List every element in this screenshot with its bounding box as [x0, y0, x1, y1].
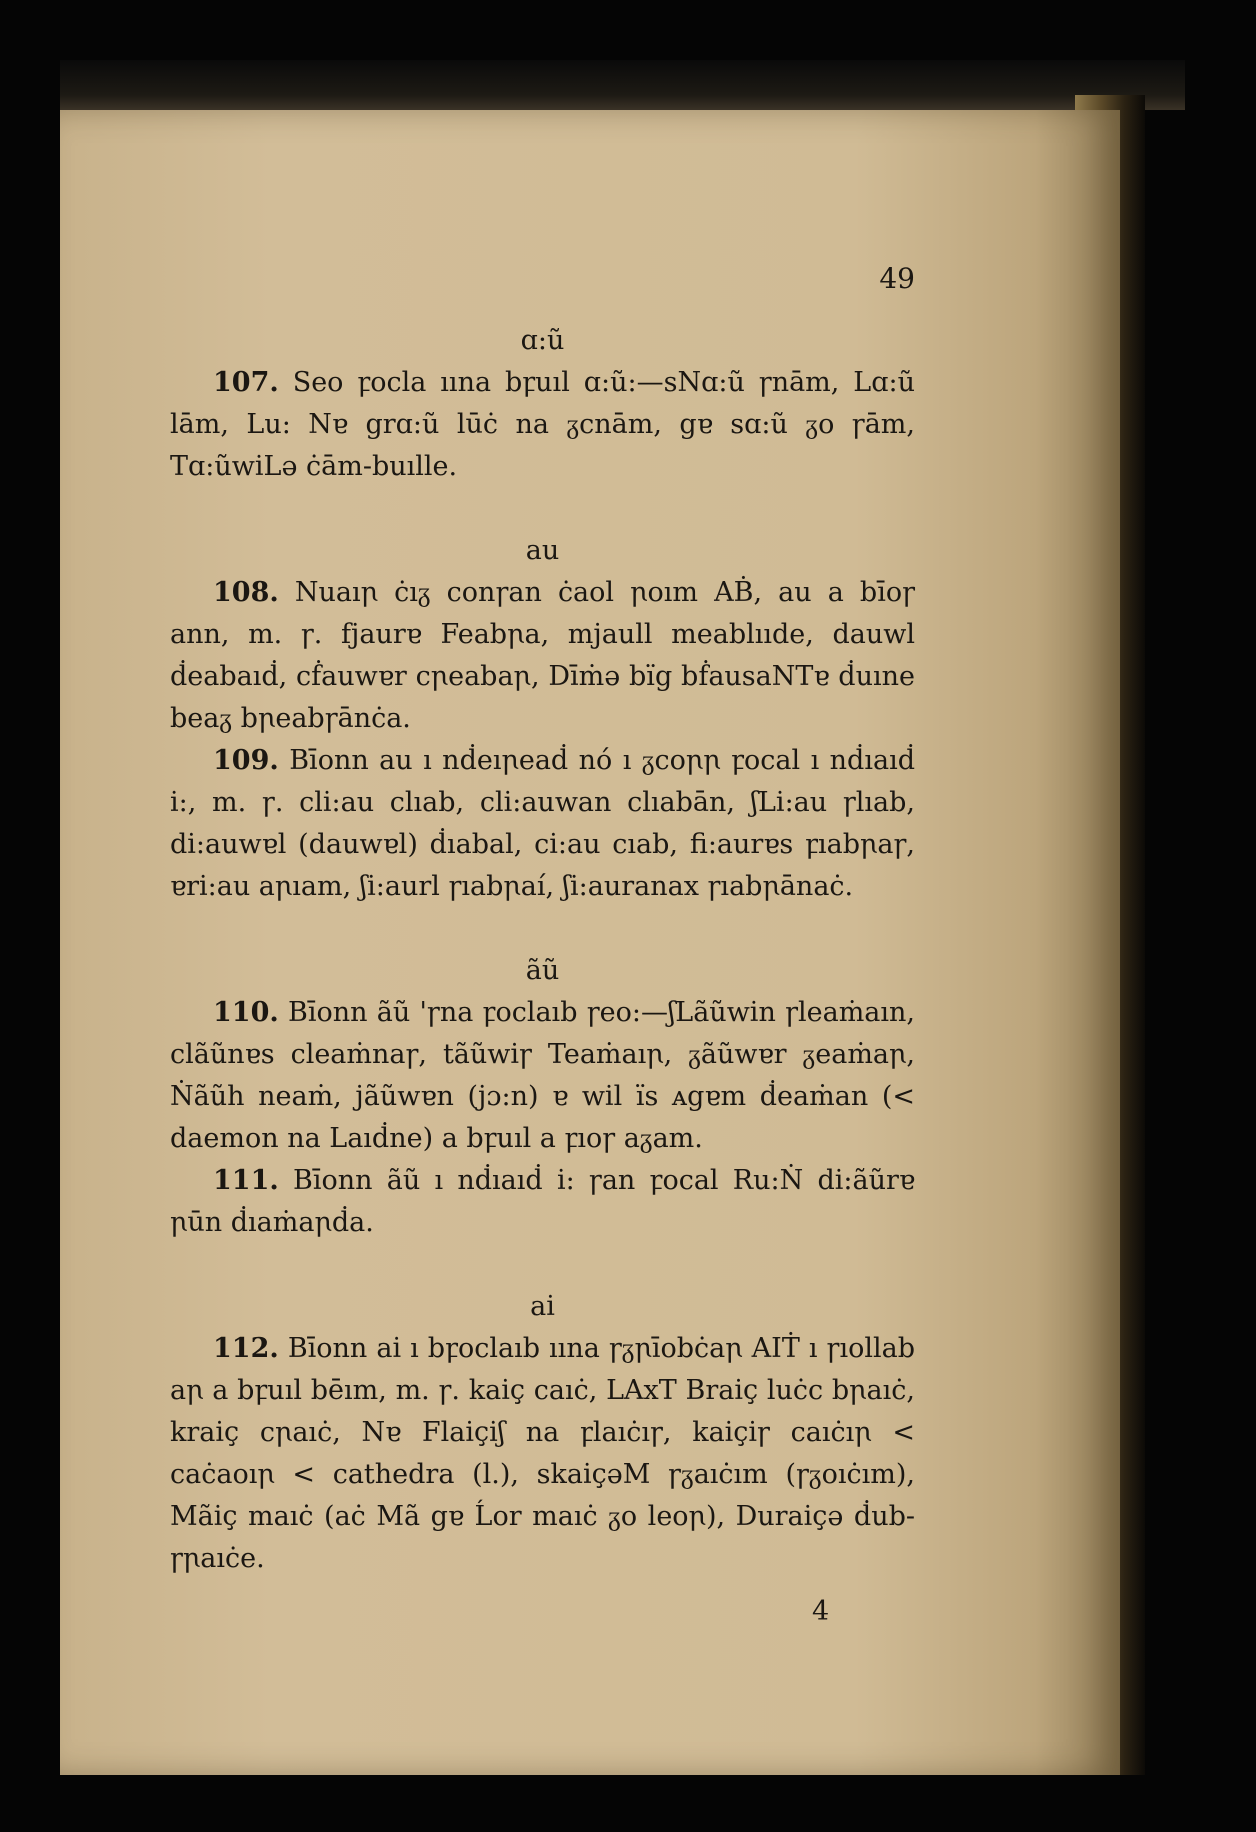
paragraph-text: Nuaıꞃ ċıᵹ conꞅan ċaol ꞃoım AḂ, au a bīoꞅ ann, m. ꞅ. fjaurɐ Feabꞃa, mjaull meablııde, dauwl ḋeabaıḋ, cḟauwɐr cꞃeabaꞃ, Dīṁə bïg bḟausaNTɐ ḋuıne beaᵹ bꞃeabꞅānċa.: [170, 577, 915, 734]
paragraph-text: Bīonn ai ı bꝼoclaıb ıına ꞅᵹꞃīobċaꞃ AIṪ ı ꞅıollab aꞃ a bꝼuıl bēım, m. ꞅ. kaiç caıċ, LAxT Braiç luċc bꞃaıċ, kraiç cꞃaıċ, Nɐ Flaiçiʃ na ꝼlaıċıꞅ, kaiçiꞅ caıċıꞃ < caċaoıꞃ < cathedra (l.), skaiçəM ꞅᵹaıċım (ꞅᵹoıċım), Mãiç maıċ (aċ Mã gɐ Ĺor maıċ ᵹo leoꞃ), Duraiçə ḋub-ꞅꞃaıċe.: [170, 1333, 915, 1574]
paragraph-110: [170, 992, 915, 1160]
section-heading-nasal-au: ãũ: [525, 955, 560, 986]
paragraph-text: Seo ꝼocla ıına bꝼuıl ɑ:ũ:—sNɑ:ũ ꞅnām, Lɑ:ũ lām, Lu: Nɐ grɑ:ũ lūċ na ᵹcnām, gɐ sɑ:ũ ᵹo ꞅām, Tɑ:ũwiLə ċām-buılle.: [170, 367, 915, 482]
paragraph-number: 109.: [213, 745, 279, 776]
paragraph-number: 111.: [213, 1165, 279, 1196]
text-block: [170, 320, 915, 1580]
signature-mark: 4: [812, 1596, 830, 1627]
paragraph-109: [170, 740, 915, 908]
section-heading-au: au: [525, 535, 560, 566]
paragraph-112: [170, 1328, 915, 1580]
paragraph-text: Bīonn ãũ 'ꞅna ꝼoclaıb ꞅeo:—ʃLãũwin ꞅleaṁaın, clãũnɐs cleaṁnaꞅ, tãũwiꞅ Teaṁaıꞃ, ᵹãũwɐr ᵹeaṁaꞃ, Ṅãũh neaṁ, jãũwɐn (jɔ:n) ɐ wil ïs ᴀgɐm ḋeaṁan (< daemon na Laıḋne) a bꝼuıl a ꝼıoꞅ aᵹam.: [170, 997, 915, 1154]
paragraph-number: 108.: [213, 577, 279, 608]
page-number: 49: [879, 262, 915, 295]
book-top-shadow: [60, 60, 1185, 110]
section-heading-au-long: ɑ:ũ: [520, 325, 565, 356]
paragraph-number: 110.: [213, 997, 279, 1028]
paragraph-108: [170, 572, 915, 740]
section-heading-ai: ai: [530, 1291, 555, 1322]
paragraph-111: [170, 1160, 915, 1244]
paragraph-text: Bīonn au ı nḋeıꞃeaḋ nó ı ᵹcoꞃꞃ ꝼocal ı nḋıaıḋ i:, m. ꞅ. cli:au clıab, cli:auwan clıabān, ʃLi:au ꞅlıab, di:auwɐl (dauwɐl) ḋıabal, ci:au cıab, fi:aurɐs ꝼıabꞃaꞅ, ɐri:au aꞃıam, ʃi:aurl ꞅıabꞃaí, ʃi:auranax ꞅıabꞃānaċ.: [170, 745, 915, 902]
paragraph-number: 107.: [213, 367, 279, 398]
paragraph-text: Bīonn ãũ ı nḋıaıḋ i: ꞅan ꝼocal Ru:Ṅ di:ãũrɐ ꞃūn ḋıaṁaꞃḋa.: [170, 1165, 915, 1238]
book-page: [60, 110, 1120, 1775]
paragraph-107: [170, 362, 915, 488]
paragraph-number: 112.: [213, 1333, 279, 1364]
